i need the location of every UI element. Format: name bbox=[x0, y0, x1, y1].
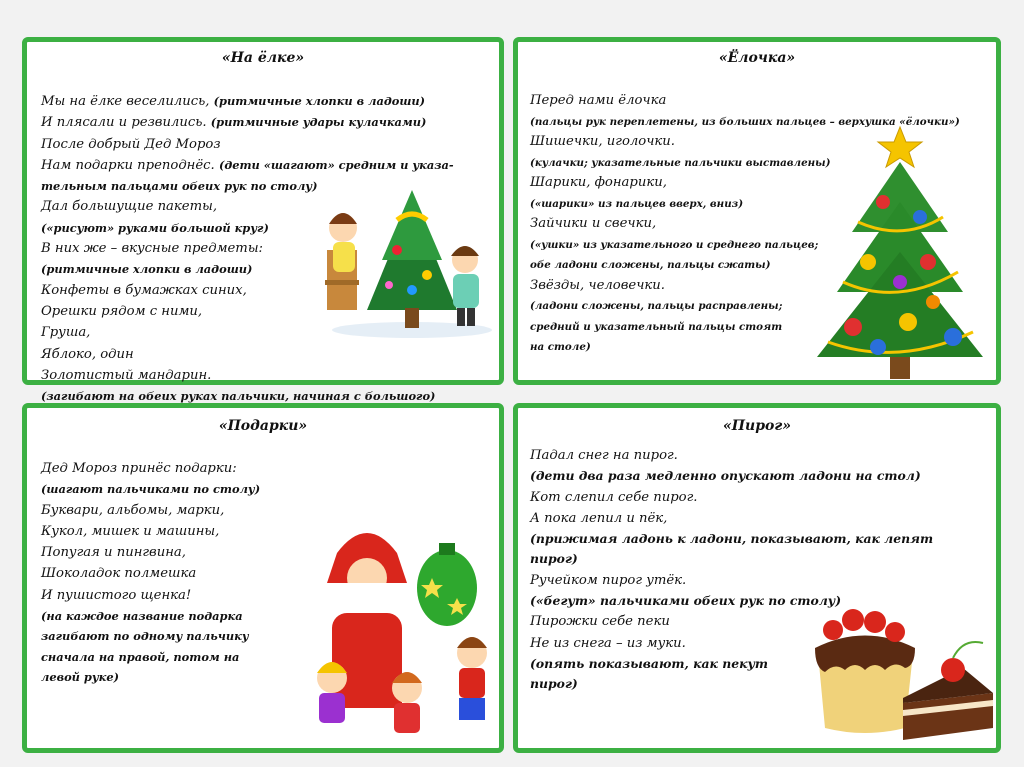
rhyme-line bbox=[41, 343, 454, 364]
verse-text: Ручейком пирог утёк. bbox=[530, 572, 687, 588]
verse-text: И пушистого щенка! bbox=[41, 587, 192, 603]
verse-text: Пирожки себе пеки bbox=[530, 614, 670, 630]
action-text: (на каждое название подарка bbox=[41, 609, 243, 624]
rhyme-line bbox=[41, 478, 260, 498]
verse-text: В них же – вкусные предметы: bbox=[41, 241, 263, 257]
action-text: («бегут» пальчиками обеих рук по столу) bbox=[530, 593, 842, 609]
action-text: (загибают на обеих руках пальчики, начиная с большого) bbox=[41, 389, 436, 404]
rhyme-line bbox=[530, 528, 933, 548]
action-text: (дети «шагают» средним и указа- bbox=[218, 157, 454, 172]
rhyme-line bbox=[41, 133, 454, 154]
action-text: пирог) bbox=[530, 551, 578, 567]
card-title: «На ёлке» bbox=[221, 50, 305, 66]
verse-text: Золотистый мандарин. bbox=[41, 367, 212, 383]
santa-with-children-illustration bbox=[297, 503, 507, 743]
rhyme-line bbox=[41, 520, 260, 541]
christmas-tree-illustration bbox=[808, 122, 993, 387]
action-text: (ладони сложены, пальцы расправлены; bbox=[530, 300, 783, 312]
rhyme-line bbox=[41, 541, 260, 562]
action-text: сначала на правой, потом на bbox=[41, 649, 240, 664]
action-text: загибают по одному пальчику bbox=[41, 629, 249, 644]
cake-illustration bbox=[803, 598, 1003, 753]
action-text: (кулачки; указательные пальчики выставлены) bbox=[530, 156, 831, 169]
verse-text: Кукол, мишек и машины, bbox=[41, 523, 220, 539]
verse-text: Падал снег на пирог. bbox=[530, 448, 678, 463]
card-title: «Ёлочка» bbox=[718, 50, 796, 66]
rhyme-line bbox=[530, 444, 933, 465]
verse-text: Буквари, альбомы, марки, bbox=[41, 502, 225, 518]
card-na-yolke bbox=[22, 37, 504, 404]
action-text: (прижимая ладонь к ладони, показывают, как лепят bbox=[530, 531, 934, 547]
rhyme-line bbox=[530, 548, 933, 568]
verse-text: Зайчики и свечки, bbox=[530, 216, 657, 231]
rhyme-line bbox=[41, 646, 260, 666]
action-text: (ритмичные хлопки в ладоши) bbox=[41, 262, 253, 277]
children-decorating-tree-illustration bbox=[317, 190, 492, 340]
action-text: («шарики» из пальцев вверх, вниз) bbox=[530, 197, 744, 210]
card-pirog bbox=[513, 403, 1001, 753]
action-text: на столе) bbox=[530, 341, 591, 353]
verse-text: Шишечки, иголочки. bbox=[530, 134, 675, 149]
rhyme-line bbox=[530, 465, 933, 485]
verse-text: Попугая и пингвина, bbox=[41, 545, 186, 561]
action-text: (пальцы рук переплетены, из больших пальцев – верхушка «ёлочки») bbox=[530, 115, 960, 128]
card-podarki bbox=[22, 403, 504, 753]
rhyme-line bbox=[41, 666, 260, 686]
action-text: (ритмичные хлопки в ладоши) bbox=[213, 94, 426, 108]
rhyme-lines bbox=[41, 457, 260, 686]
action-text: («рисуют» руками большой круг) bbox=[41, 220, 269, 235]
rhyme-line bbox=[41, 584, 260, 605]
action-text: (ритмичные удары кулачками) bbox=[210, 115, 427, 130]
verse-text: А пока лепил и пёк, bbox=[530, 510, 668, 526]
verse-text: Мы на ёлке веселились, bbox=[41, 94, 214, 109]
action-text: тельным пальцами обеих рук по столу) bbox=[41, 179, 318, 194]
action-text: (опять показывают, как пекут bbox=[530, 655, 769, 671]
verse-text: Конфеты в бумажках синих, bbox=[41, 282, 247, 298]
card-yolochka bbox=[513, 37, 1001, 385]
verse-text: Перед нами ёлочка bbox=[530, 93, 667, 108]
verse-text: И плясали и резвились. bbox=[41, 115, 211, 131]
rhyme-line bbox=[530, 89, 960, 110]
rhyme-line bbox=[41, 457, 260, 478]
action-text: («ушки» из указательного и среднего пальцев; bbox=[530, 238, 819, 251]
verse-text: Дал большущие пакеты, bbox=[41, 199, 218, 215]
rhyme-line bbox=[41, 90, 454, 111]
rhyme-line bbox=[41, 111, 454, 132]
card-title: «Пирог» bbox=[723, 418, 791, 434]
rhyme-line bbox=[41, 605, 260, 625]
action-text: пирог) bbox=[530, 676, 578, 692]
verse-text: Не из снега – из муки. bbox=[530, 635, 686, 651]
action-text: (дети два раза медленно опускают ладони на стол) bbox=[530, 468, 921, 484]
rhyme-line bbox=[41, 154, 454, 175]
verse-text: Дед Мороз принёс подарки: bbox=[41, 461, 237, 476]
action-text: обе ладони сложены, пальцы сжаты) bbox=[530, 259, 771, 271]
rhyme-line bbox=[41, 562, 260, 583]
verse-text: Нам подарки преподнёс. bbox=[41, 157, 219, 173]
action-text: (шагают пальчиками по столу) bbox=[41, 482, 261, 497]
action-text: левой руке) bbox=[41, 669, 120, 684]
rhyme-line bbox=[530, 486, 933, 507]
verse-text: Шоколадок полмешка bbox=[41, 566, 197, 582]
rhyme-line bbox=[41, 625, 260, 645]
verse-text: Звёзды, человечки. bbox=[530, 277, 665, 293]
rhyme-line bbox=[41, 364, 454, 385]
verse-text: Груша, bbox=[41, 325, 91, 341]
rhyme-line bbox=[530, 569, 933, 590]
verse-text: Шарики, фонарики, bbox=[530, 175, 667, 190]
verse-text: Кот слепил себе пирог. bbox=[530, 489, 698, 505]
rhyme-line bbox=[530, 507, 933, 528]
card-title: «Подарки» bbox=[218, 418, 308, 434]
verse-text: После добрый Дед Мороз bbox=[41, 136, 221, 152]
verse-text: Яблоко, один bbox=[41, 346, 134, 362]
rhyme-line bbox=[41, 499, 260, 520]
action-text: средний и указательный пальцы стоят bbox=[530, 320, 783, 333]
verse-text: Орешки рядом с ними, bbox=[41, 303, 203, 319]
